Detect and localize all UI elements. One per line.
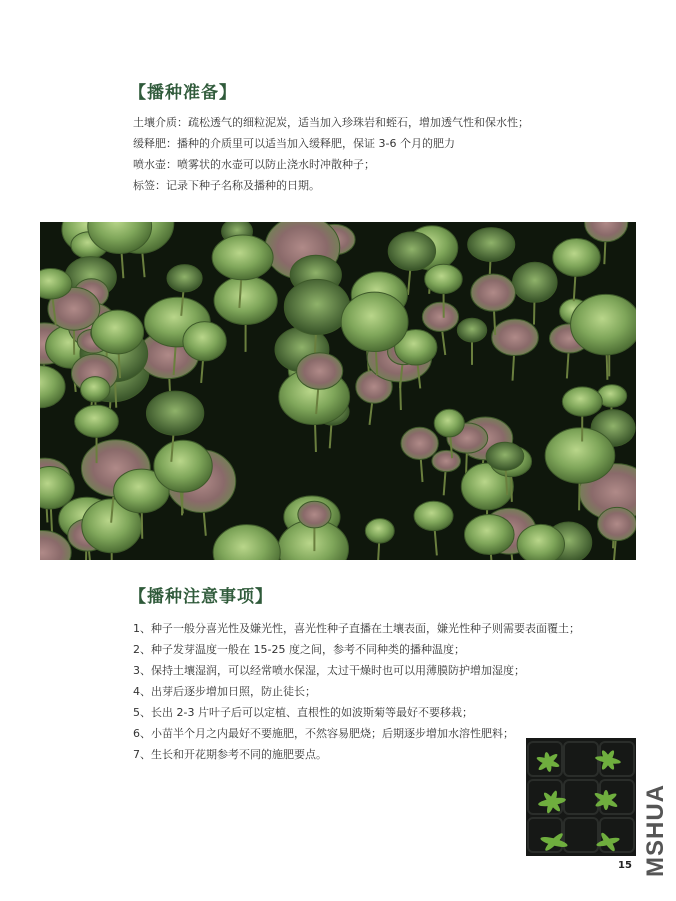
notes-item: 7、生长和开花期参考不同的施肥要点。 bbox=[133, 748, 327, 761]
seedling-leaf bbox=[545, 428, 615, 483]
seedling-leaf bbox=[432, 450, 461, 471]
page-number: 15 bbox=[618, 860, 632, 871]
section-title-notes: 【播种注意事项】 bbox=[129, 587, 273, 607]
seedling-leaf bbox=[212, 235, 273, 280]
seedling-leaf bbox=[214, 276, 277, 324]
seedling-leaf bbox=[425, 264, 463, 293]
notes-item: 2、种子发芽温度一般在 15-25 度之间，参考不同种类的播种温度； bbox=[133, 643, 465, 656]
seedling-leaf bbox=[365, 519, 394, 543]
prep-line: 标签：记录下种子名称及播种的日期。 bbox=[133, 179, 320, 192]
prep-line: 土壤介质：疏松透气的细粒泥炭，适当加入珍珠岩和蛭石，增加透气性和保水性； bbox=[133, 116, 529, 129]
seedling-leaf bbox=[465, 514, 515, 554]
seedling-leaf bbox=[513, 262, 558, 302]
prep-paragraph bbox=[133, 112, 603, 196]
seedling-leaf bbox=[91, 310, 143, 354]
seedling-leaf bbox=[183, 322, 226, 361]
section-title-prep: 【播种准备】 bbox=[129, 83, 237, 103]
seedling-leaf bbox=[486, 442, 524, 470]
seedling-tray-illustration bbox=[526, 738, 636, 856]
seedling-leaf bbox=[154, 440, 212, 492]
seedling-leaf bbox=[341, 292, 408, 351]
seedling-leaf bbox=[553, 239, 600, 277]
seedling-leaf bbox=[492, 319, 539, 355]
seedling-leaf bbox=[297, 353, 343, 390]
prep-line: 喷水壶：喷雾状的水壶可以防止浇水时冲散种子； bbox=[133, 158, 375, 171]
seedling-leaf bbox=[434, 409, 464, 437]
seedling-leaf bbox=[422, 302, 458, 331]
seedling-leaf bbox=[468, 228, 515, 262]
notes-item: 4、出芽后逐步增加日照，防止徒长； bbox=[133, 685, 316, 698]
brand-watermark: MSHUA bbox=[642, 784, 669, 877]
seedling-leaf bbox=[471, 274, 516, 311]
seedling-leaf bbox=[80, 377, 109, 402]
notes-item: 5、长出 2-3 片叶子后可以定植、直根性的如波斯菊等最好不要移栽； bbox=[133, 706, 473, 719]
seedling-leaf bbox=[146, 391, 203, 435]
seedling-leaf bbox=[298, 501, 331, 528]
seedling-leaf bbox=[284, 279, 350, 334]
seedling-leaf bbox=[75, 405, 119, 437]
seedling-leaf bbox=[571, 294, 636, 355]
seedlings-photo bbox=[40, 222, 636, 560]
seedling-leaf bbox=[517, 524, 564, 560]
notes-item: 3、保持土壤湿润，可以经常喷水保湿，太过干燥时也可以用薄膜防护增加湿度； bbox=[133, 664, 525, 677]
seedling-leaf bbox=[598, 507, 636, 540]
seedling-leaf bbox=[388, 232, 435, 271]
prep-line: 缓释肥：播种的介质里可以适当加入缓释肥，保证 3-6 个月的肥力 bbox=[133, 137, 455, 150]
notes-item: 1、种子一般分喜光性及嫌光性，喜光性种子直播在土壤表面，嫌光性种子则需要表面覆土； bbox=[133, 622, 580, 635]
seedling-leaf bbox=[457, 318, 486, 342]
seedling-leaf bbox=[414, 501, 453, 530]
notes-item: 6、小苗半个月之内最好不要施肥，不然容易肥烧；后期逐步增加水溶性肥料； bbox=[133, 727, 514, 740]
seedling-leaf bbox=[401, 427, 438, 459]
seedlings-illustration bbox=[40, 222, 636, 560]
seedling-tray-photo bbox=[526, 738, 636, 856]
seedling-leaf bbox=[167, 265, 202, 292]
seedling-leaf bbox=[562, 387, 602, 416]
